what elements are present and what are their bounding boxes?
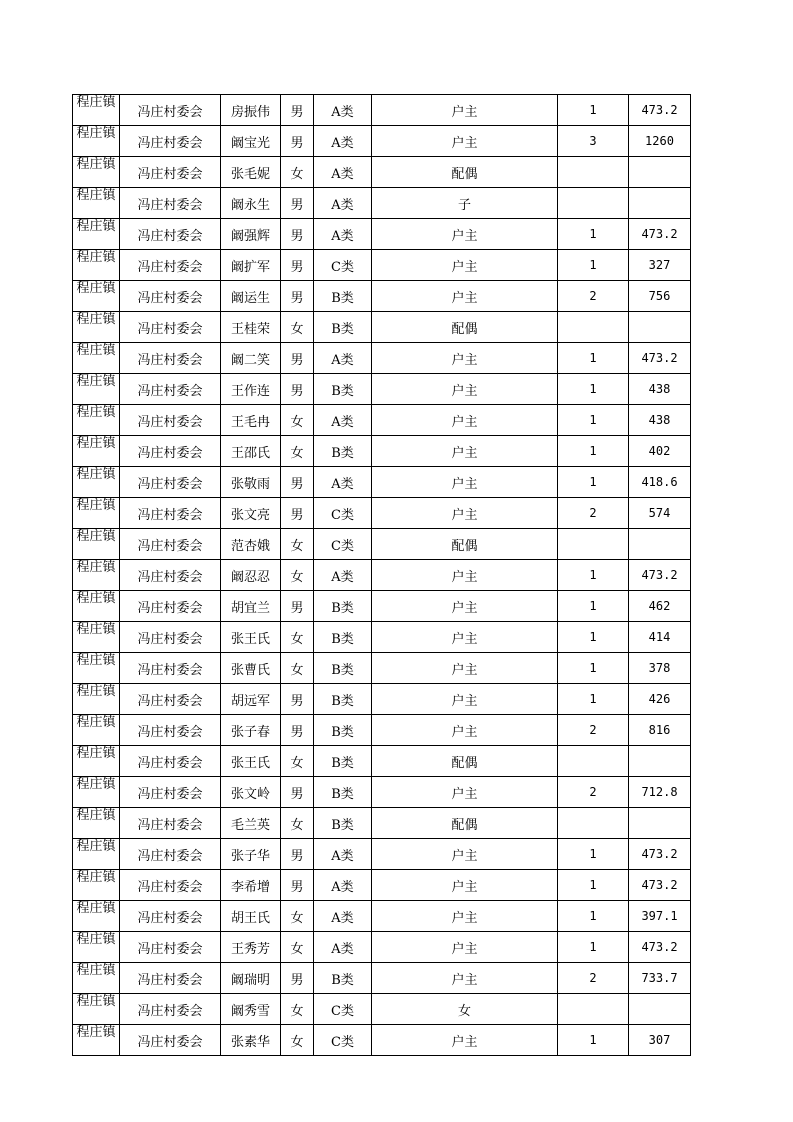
category-cell: A类: [314, 157, 372, 188]
relation-cell: 户主: [372, 250, 558, 281]
committee-cell: 冯庄村委会: [120, 126, 221, 157]
gender-cell: 男: [281, 219, 314, 250]
name-cell: 张素华: [221, 1025, 281, 1056]
relation-cell: 户主: [372, 839, 558, 870]
town-cell: 程庄镇: [73, 95, 120, 126]
gender-cell: 女: [281, 746, 314, 777]
roster-body: [73, 95, 691, 1056]
relation-cell: 户主: [372, 715, 558, 746]
household-count-cell: 1: [558, 839, 629, 870]
gender-cell: 女: [281, 436, 314, 467]
household-count-cell: 1: [558, 901, 629, 932]
household-count-cell: 1: [558, 870, 629, 901]
amount-cell: 473.2: [629, 95, 691, 126]
committee-cell: 冯庄村委会: [120, 622, 221, 653]
gender-cell: 男: [281, 467, 314, 498]
amount-cell: 418.6: [629, 467, 691, 498]
table-row: [73, 560, 691, 591]
committee-cell: 冯庄村委会: [120, 312, 221, 343]
relation-cell: 配偶: [372, 312, 558, 343]
category-cell: A类: [314, 126, 372, 157]
category-cell: A类: [314, 219, 372, 250]
household-count-cell: 2: [558, 281, 629, 312]
town-cell: 程庄镇: [73, 219, 120, 250]
amount-cell: [629, 312, 691, 343]
category-cell: A类: [314, 343, 372, 374]
household-count-cell: 3: [558, 126, 629, 157]
name-cell: 张敬雨: [221, 467, 281, 498]
name-cell: 张毛妮: [221, 157, 281, 188]
relation-cell: 户主: [372, 653, 558, 684]
name-cell: 胡王氏: [221, 901, 281, 932]
name-cell: 阚扩军: [221, 250, 281, 281]
amount-cell: [629, 188, 691, 219]
gender-cell: 女: [281, 1025, 314, 1056]
relation-cell: 配偶: [372, 157, 558, 188]
category-cell: B类: [314, 622, 372, 653]
committee-cell: 冯庄村委会: [120, 870, 221, 901]
amount-cell: [629, 994, 691, 1025]
name-cell: 王秀芳: [221, 932, 281, 963]
table-row: [73, 405, 691, 436]
amount-cell: 712.8: [629, 777, 691, 808]
table-row: [73, 839, 691, 870]
category-cell: A类: [314, 405, 372, 436]
relation-cell: 女: [372, 994, 558, 1025]
gender-cell: 女: [281, 901, 314, 932]
table-row: [73, 498, 691, 529]
gender-cell: 男: [281, 715, 314, 746]
committee-cell: 冯庄村委会: [120, 932, 221, 963]
amount-cell: 462: [629, 591, 691, 622]
relation-cell: 户主: [372, 1025, 558, 1056]
relation-cell: 户主: [372, 405, 558, 436]
name-cell: 阚运生: [221, 281, 281, 312]
household-count-cell: 1: [558, 405, 629, 436]
amount-cell: 307: [629, 1025, 691, 1056]
table-row: [73, 870, 691, 901]
town-cell: 程庄镇: [73, 374, 120, 405]
name-cell: 阚忍忍: [221, 560, 281, 591]
town-cell: 程庄镇: [73, 250, 120, 281]
table-row: [73, 374, 691, 405]
gender-cell: 女: [281, 560, 314, 591]
gender-cell: 男: [281, 281, 314, 312]
name-cell: 王邵氏: [221, 436, 281, 467]
town-cell: 程庄镇: [73, 560, 120, 591]
category-cell: A类: [314, 188, 372, 219]
household-count-cell: 2: [558, 498, 629, 529]
amount-cell: 438: [629, 405, 691, 436]
town-cell: 程庄镇: [73, 932, 120, 963]
name-cell: 张曹氏: [221, 653, 281, 684]
gender-cell: 男: [281, 343, 314, 374]
table-row: [73, 777, 691, 808]
relation-cell: 户主: [372, 684, 558, 715]
amount-cell: 473.2: [629, 932, 691, 963]
gender-cell: 男: [281, 250, 314, 281]
town-cell: 程庄镇: [73, 684, 120, 715]
town-cell: 程庄镇: [73, 777, 120, 808]
relation-cell: 户主: [372, 901, 558, 932]
committee-cell: 冯庄村委会: [120, 560, 221, 591]
name-cell: 张文亮: [221, 498, 281, 529]
committee-cell: 冯庄村委会: [120, 591, 221, 622]
committee-cell: 冯庄村委会: [120, 808, 221, 839]
gender-cell: 男: [281, 963, 314, 994]
committee-cell: 冯庄村委会: [120, 219, 221, 250]
committee-cell: 冯庄村委会: [120, 281, 221, 312]
table-row: [73, 157, 691, 188]
relation-cell: 户主: [372, 622, 558, 653]
committee-cell: 冯庄村委会: [120, 653, 221, 684]
table-row: [73, 808, 691, 839]
committee-cell: 冯庄村委会: [120, 1025, 221, 1056]
name-cell: 胡远军: [221, 684, 281, 715]
gender-cell: 女: [281, 994, 314, 1025]
gender-cell: 男: [281, 374, 314, 405]
town-cell: 程庄镇: [73, 343, 120, 374]
name-cell: 张子华: [221, 839, 281, 870]
name-cell: 李希增: [221, 870, 281, 901]
amount-cell: [629, 157, 691, 188]
household-count-cell: 2: [558, 963, 629, 994]
table-row: [73, 436, 691, 467]
table-row: [73, 281, 691, 312]
table-row: [73, 95, 691, 126]
table-row: [73, 715, 691, 746]
amount-cell: 402: [629, 436, 691, 467]
category-cell: B类: [314, 436, 372, 467]
committee-cell: 冯庄村委会: [120, 95, 221, 126]
name-cell: 范杏娥: [221, 529, 281, 560]
town-cell: 程庄镇: [73, 529, 120, 560]
gender-cell: 男: [281, 126, 314, 157]
household-count-cell: 1: [558, 467, 629, 498]
gender-cell: 女: [281, 405, 314, 436]
household-count-cell: [558, 746, 629, 777]
relation-cell: 户主: [372, 343, 558, 374]
committee-cell: 冯庄村委会: [120, 157, 221, 188]
name-cell: 胡宜兰: [221, 591, 281, 622]
household-count-cell: 1: [558, 343, 629, 374]
town-cell: 程庄镇: [73, 994, 120, 1025]
committee-cell: 冯庄村委会: [120, 436, 221, 467]
amount-cell: 438: [629, 374, 691, 405]
committee-cell: 冯庄村委会: [120, 405, 221, 436]
gender-cell: 男: [281, 777, 314, 808]
table-row: [73, 591, 691, 622]
relation-cell: 户主: [372, 498, 558, 529]
relation-cell: 户主: [372, 591, 558, 622]
amount-cell: [629, 529, 691, 560]
household-count-cell: 1: [558, 560, 629, 591]
table-row: [73, 312, 691, 343]
gender-cell: 男: [281, 839, 314, 870]
committee-cell: 冯庄村委会: [120, 684, 221, 715]
table-row: [73, 746, 691, 777]
category-cell: B类: [314, 281, 372, 312]
town-cell: 程庄镇: [73, 870, 120, 901]
table-row: [73, 529, 691, 560]
gender-cell: 女: [281, 157, 314, 188]
amount-cell: 397.1: [629, 901, 691, 932]
town-cell: 程庄镇: [73, 281, 120, 312]
category-cell: B类: [314, 374, 372, 405]
gender-cell: 男: [281, 591, 314, 622]
gender-cell: 女: [281, 529, 314, 560]
town-cell: 程庄镇: [73, 405, 120, 436]
name-cell: 张王氏: [221, 622, 281, 653]
category-cell: B类: [314, 591, 372, 622]
relation-cell: 户主: [372, 870, 558, 901]
amount-cell: [629, 746, 691, 777]
household-count-cell: 1: [558, 374, 629, 405]
town-cell: 程庄镇: [73, 653, 120, 684]
table-row: [73, 250, 691, 281]
town-cell: 程庄镇: [73, 1025, 120, 1056]
committee-cell: 冯庄村委会: [120, 994, 221, 1025]
table-row: [73, 932, 691, 963]
category-cell: B类: [314, 312, 372, 343]
name-cell: 王桂荣: [221, 312, 281, 343]
table-row: [73, 901, 691, 932]
household-count-cell: 1: [558, 932, 629, 963]
amount-cell: [629, 808, 691, 839]
category-cell: B类: [314, 777, 372, 808]
town-cell: 程庄镇: [73, 188, 120, 219]
relation-cell: 户主: [372, 467, 558, 498]
category-cell: B类: [314, 963, 372, 994]
category-cell: A类: [314, 839, 372, 870]
gender-cell: 女: [281, 312, 314, 343]
committee-cell: 冯庄村委会: [120, 777, 221, 808]
committee-cell: 冯庄村委会: [120, 746, 221, 777]
household-count-cell: 1: [558, 684, 629, 715]
amount-cell: 574: [629, 498, 691, 529]
household-count-cell: 2: [558, 777, 629, 808]
amount-cell: 426: [629, 684, 691, 715]
town-cell: 程庄镇: [73, 436, 120, 467]
name-cell: 阚宝光: [221, 126, 281, 157]
household-count-cell: [558, 157, 629, 188]
committee-cell: 冯庄村委会: [120, 343, 221, 374]
household-count-cell: [558, 808, 629, 839]
relation-cell: 户主: [372, 560, 558, 591]
table-row: [73, 467, 691, 498]
town-cell: 程庄镇: [73, 901, 120, 932]
relation-cell: 户主: [372, 219, 558, 250]
household-count-cell: 1: [558, 95, 629, 126]
household-count-cell: [558, 994, 629, 1025]
household-count-cell: 1: [558, 250, 629, 281]
town-cell: 程庄镇: [73, 622, 120, 653]
town-cell: 程庄镇: [73, 715, 120, 746]
household-count-cell: 1: [558, 653, 629, 684]
relation-cell: 户主: [372, 963, 558, 994]
name-cell: 张王氏: [221, 746, 281, 777]
gender-cell: 男: [281, 188, 314, 219]
table-row: [73, 963, 691, 994]
name-cell: 王毛冉: [221, 405, 281, 436]
household-count-cell: 1: [558, 1025, 629, 1056]
amount-cell: 378: [629, 653, 691, 684]
amount-cell: 756: [629, 281, 691, 312]
town-cell: 程庄镇: [73, 498, 120, 529]
name-cell: 张文岭: [221, 777, 281, 808]
table-row: [73, 219, 691, 250]
category-cell: B类: [314, 715, 372, 746]
committee-cell: 冯庄村委会: [120, 529, 221, 560]
table-row: [73, 188, 691, 219]
town-cell: 程庄镇: [73, 467, 120, 498]
table-row: [73, 1025, 691, 1056]
category-cell: A类: [314, 870, 372, 901]
category-cell: B类: [314, 808, 372, 839]
amount-cell: 414: [629, 622, 691, 653]
relation-cell: 户主: [372, 932, 558, 963]
amount-cell: 1260: [629, 126, 691, 157]
amount-cell: 473.2: [629, 560, 691, 591]
category-cell: B类: [314, 653, 372, 684]
amount-cell: 473.2: [629, 870, 691, 901]
amount-cell: 473.2: [629, 839, 691, 870]
table-row: [73, 622, 691, 653]
table-row: [73, 653, 691, 684]
gender-cell: 女: [281, 653, 314, 684]
household-count-cell: 2: [558, 715, 629, 746]
gender-cell: 男: [281, 684, 314, 715]
committee-cell: 冯庄村委会: [120, 374, 221, 405]
gender-cell: 男: [281, 498, 314, 529]
town-cell: 程庄镇: [73, 157, 120, 188]
benefit-roster-table: [72, 94, 691, 1056]
committee-cell: 冯庄村委会: [120, 901, 221, 932]
category-cell: C类: [314, 1025, 372, 1056]
committee-cell: 冯庄村委会: [120, 963, 221, 994]
relation-cell: 户主: [372, 374, 558, 405]
relation-cell: 户主: [372, 777, 558, 808]
gender-cell: 男: [281, 95, 314, 126]
household-count-cell: [558, 312, 629, 343]
category-cell: A类: [314, 95, 372, 126]
amount-cell: 816: [629, 715, 691, 746]
category-cell: C类: [314, 498, 372, 529]
relation-cell: 配偶: [372, 746, 558, 777]
relation-cell: 户主: [372, 126, 558, 157]
amount-cell: 327: [629, 250, 691, 281]
name-cell: 毛兰英: [221, 808, 281, 839]
committee-cell: 冯庄村委会: [120, 467, 221, 498]
category-cell: C类: [314, 250, 372, 281]
category-cell: A类: [314, 467, 372, 498]
name-cell: 张子春: [221, 715, 281, 746]
amount-cell: 473.2: [629, 343, 691, 374]
category-cell: C类: [314, 994, 372, 1025]
town-cell: 程庄镇: [73, 839, 120, 870]
relation-cell: 子: [372, 188, 558, 219]
relation-cell: 配偶: [372, 808, 558, 839]
gender-cell: 女: [281, 932, 314, 963]
name-cell: 阚秀雪: [221, 994, 281, 1025]
gender-cell: 男: [281, 870, 314, 901]
name-cell: 阚二笑: [221, 343, 281, 374]
town-cell: 程庄镇: [73, 808, 120, 839]
committee-cell: 冯庄村委会: [120, 498, 221, 529]
committee-cell: 冯庄村委会: [120, 839, 221, 870]
category-cell: B类: [314, 746, 372, 777]
table-row: [73, 684, 691, 715]
name-cell: 阚强辉: [221, 219, 281, 250]
name-cell: 阚瑞明: [221, 963, 281, 994]
name-cell: 阚永生: [221, 188, 281, 219]
household-count-cell: 1: [558, 591, 629, 622]
committee-cell: 冯庄村委会: [120, 250, 221, 281]
town-cell: 程庄镇: [73, 746, 120, 777]
relation-cell: 配偶: [372, 529, 558, 560]
table-row: [73, 126, 691, 157]
amount-cell: 473.2: [629, 219, 691, 250]
household-count-cell: 1: [558, 436, 629, 467]
category-cell: A类: [314, 901, 372, 932]
town-cell: 程庄镇: [73, 312, 120, 343]
town-cell: 程庄镇: [73, 126, 120, 157]
household-count-cell: 1: [558, 219, 629, 250]
relation-cell: 户主: [372, 436, 558, 467]
town-cell: 程庄镇: [73, 963, 120, 994]
relation-cell: 户主: [372, 281, 558, 312]
table-row: [73, 343, 691, 374]
table-row: [73, 994, 691, 1025]
name-cell: 王作连: [221, 374, 281, 405]
committee-cell: 冯庄村委会: [120, 715, 221, 746]
category-cell: A类: [314, 560, 372, 591]
relation-cell: 户主: [372, 95, 558, 126]
household-count-cell: [558, 188, 629, 219]
name-cell: 房振伟: [221, 95, 281, 126]
committee-cell: 冯庄村委会: [120, 188, 221, 219]
household-count-cell: [558, 529, 629, 560]
category-cell: C类: [314, 529, 372, 560]
category-cell: B类: [314, 684, 372, 715]
household-count-cell: 1: [558, 622, 629, 653]
category-cell: A类: [314, 932, 372, 963]
town-cell: 程庄镇: [73, 591, 120, 622]
amount-cell: 733.7: [629, 963, 691, 994]
gender-cell: 女: [281, 622, 314, 653]
gender-cell: 女: [281, 808, 314, 839]
